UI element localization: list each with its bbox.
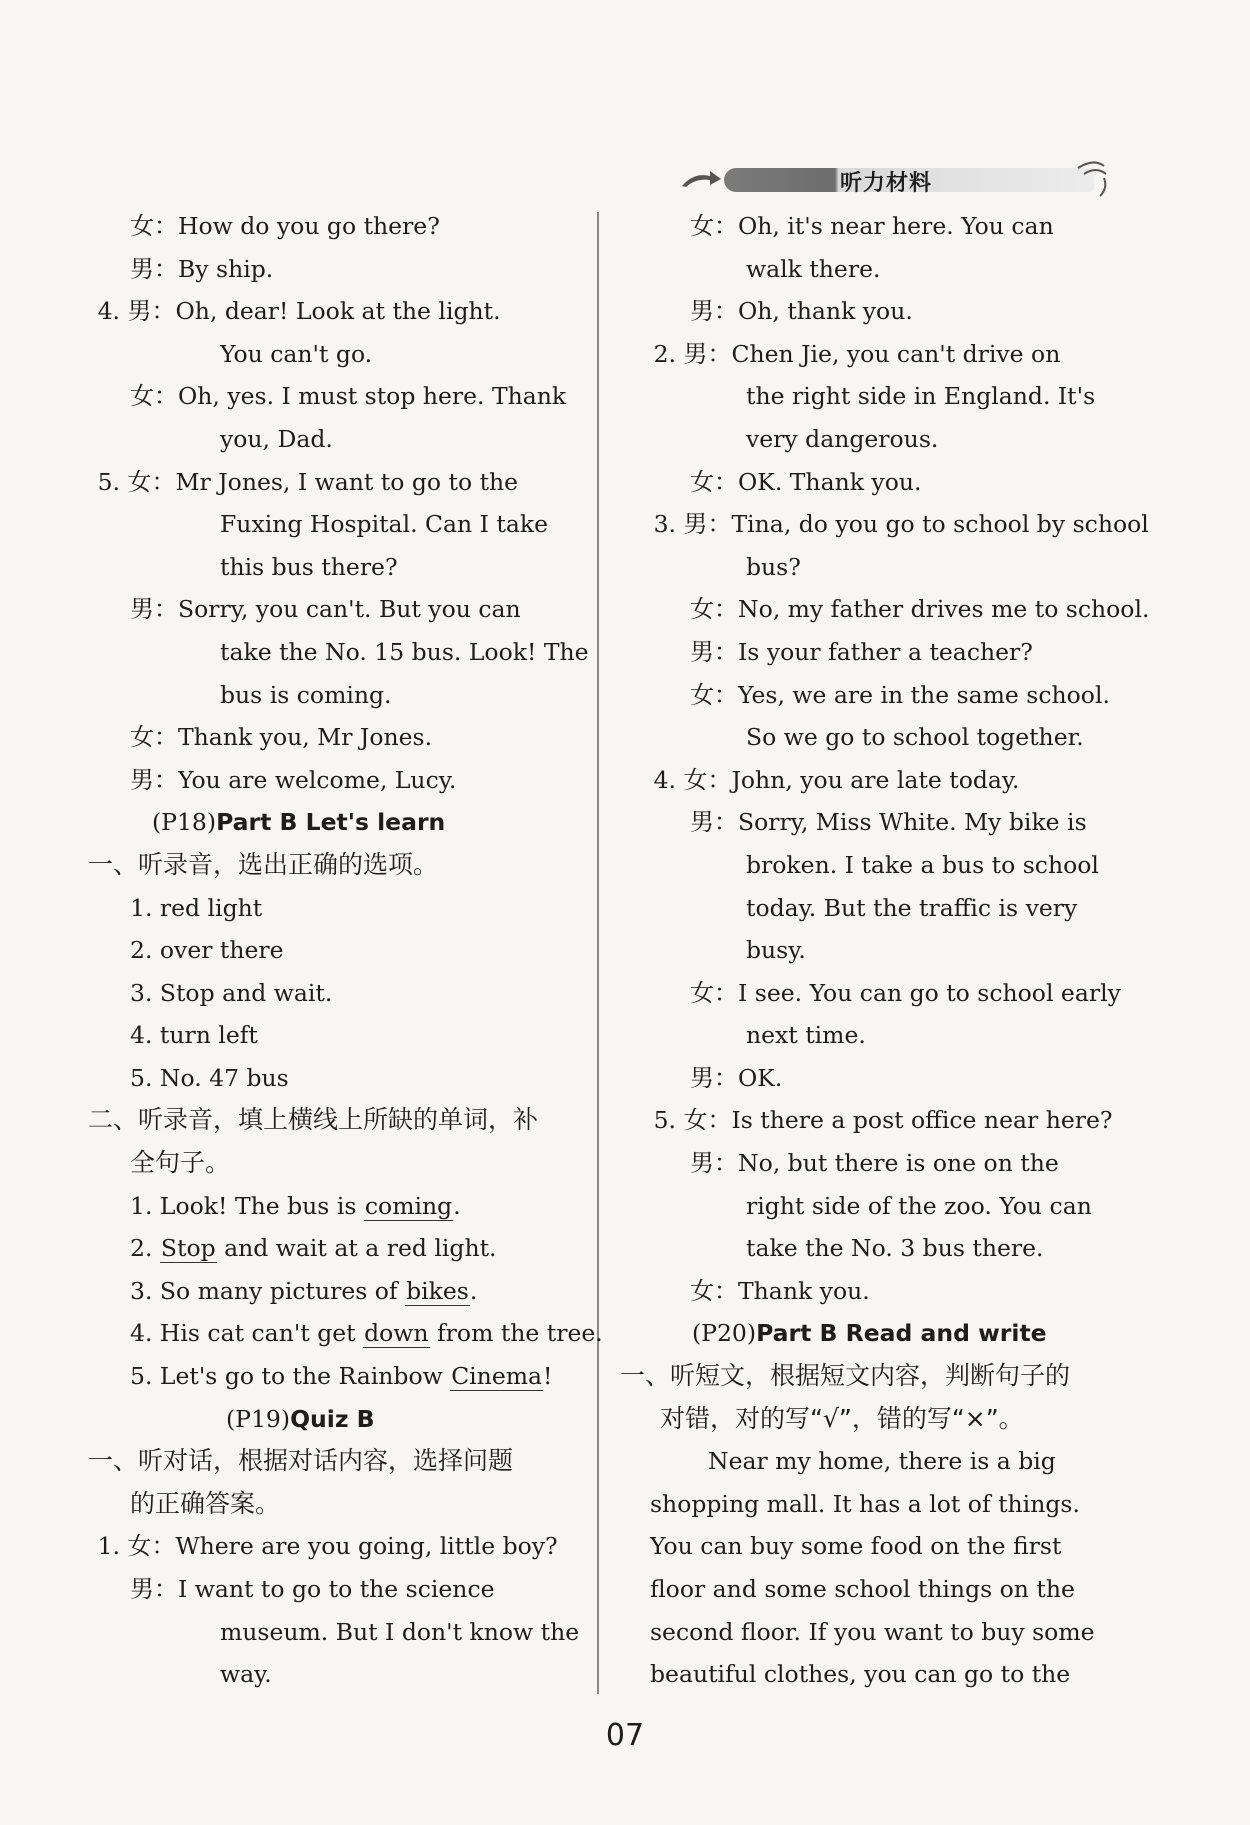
column-divider <box>597 212 599 1694</box>
right-column <box>620 205 1150 1696</box>
dialogue-line <box>90 716 585 759</box>
dialogue-text: museum. But I don't know the <box>220 1617 580 1646</box>
sentence-part: and wait at a red light. <box>216 1234 497 1263</box>
dialogue-text: I see. You can go to school early <box>738 978 1121 1007</box>
filled-word: bikes <box>406 1276 469 1305</box>
dialogue-text: OK. Thank you. <box>738 467 922 496</box>
dialogue-text: Yes, we are in the same school. <box>738 680 1110 709</box>
sentence-part: 3. So many pictures of <box>130 1276 406 1305</box>
dialogue-line <box>650 1142 1110 1185</box>
sentence-part: 2. <box>130 1234 160 1263</box>
section-p20-title-b: 对错，对的写“√”，错的写“×”。 <box>660 1403 1024 1433</box>
speaker-label: 女： <box>690 680 738 709</box>
dialogue-line <box>650 1185 1110 1228</box>
dialogue-line <box>90 588 585 631</box>
sentence-part: ! <box>543 1362 553 1391</box>
sentence-part: 1. Look! The bus is <box>130 1191 364 1220</box>
dialogue-line <box>90 375 585 418</box>
section-3-title-a: 一、听对话，根据对话内容，选择问题 <box>88 1446 514 1476</box>
dialogue-text: busy. <box>746 936 806 965</box>
item-number: 5. <box>653 1106 676 1135</box>
speaker-label: 男： <box>130 595 178 624</box>
p18-heading: (P18)Part B Let's learn <box>152 808 446 837</box>
dialogue-line <box>650 248 1110 291</box>
passage-line: second floor. If you want to buy some <box>650 1617 1095 1646</box>
dialogue-text: take the No. 15 bus. Look! The <box>220 637 589 666</box>
dialogue-text: the right side in England. It's <box>746 382 1096 411</box>
section-1-title: 一、听录音，选出正确的选项。 <box>88 849 439 879</box>
dialogue-line <box>650 801 1110 844</box>
passage-line: beautiful clothes, you can go to the <box>650 1660 1071 1689</box>
dialogue-text: No, but there is one on the <box>738 1149 1059 1178</box>
passage-line: shopping mall. It has a lot of things. <box>650 1489 1080 1518</box>
dialogue-line <box>650 546 1110 589</box>
dialogue-text: bus? <box>746 552 801 581</box>
dialogue-text: I want to go to the science <box>178 1575 495 1603</box>
dialogue-text: way. <box>220 1660 272 1689</box>
dialogue-text: Thank you. <box>738 1276 870 1305</box>
dialogue-line <box>650 972 1121 1015</box>
dialogue-text: Oh, dear! Look at the light. <box>175 297 501 326</box>
dialogue-line <box>650 503 1149 546</box>
dialogue-line <box>90 248 585 291</box>
speaker-label: 女： <box>130 382 178 411</box>
dialogue-line <box>90 1568 585 1611</box>
option-item: 5. No. 47 bus <box>130 1063 289 1092</box>
option-item: 1. red light <box>130 893 263 922</box>
dialogue-line <box>90 503 585 546</box>
dialogue-text: very dangerous. <box>746 424 939 453</box>
dialogue-text: You are welcome, Lucy. <box>178 765 457 794</box>
speaker-label: 女： <box>127 1532 176 1561</box>
sentence-part: . <box>453 1191 461 1220</box>
dialogue-line <box>90 418 585 461</box>
dialogue-text: take the No. 3 bus there. <box>746 1234 1044 1263</box>
dialogue-line <box>90 333 585 376</box>
dialogue-text: Oh, it's near here. You can <box>738 212 1054 240</box>
dialogue-text: this bus there? <box>220 552 398 581</box>
page-curl-icon <box>1074 158 1110 198</box>
passage-line: Near my home, there is a big <box>708 1447 1056 1476</box>
curved-arrow-icon <box>680 170 722 188</box>
dialogue-line <box>90 1653 585 1696</box>
dialogue-line <box>90 631 589 674</box>
speaker-label: 女： <box>130 723 178 752</box>
dialogue-line <box>650 631 1110 674</box>
dialogue-text: You can't go. <box>220 339 373 368</box>
dialogue-line <box>650 588 1150 631</box>
dialogue-text: Tina, do you go to school by school <box>731 510 1149 539</box>
dialogue-line <box>90 759 585 802</box>
dialogue-line <box>650 674 1110 717</box>
dialogue-text: Mr Jones, I want to go to the <box>175 467 519 496</box>
dialogue-text: OK. <box>738 1063 783 1092</box>
section-p20-title-a: 一、听短文，根据短文内容，判断句子的 <box>620 1361 1071 1391</box>
dialogue-line <box>650 290 1110 333</box>
fill-sentence <box>90 1227 585 1270</box>
item-number: 1. <box>97 1532 120 1561</box>
dialogue-text: Sorry, Miss White. My bike is <box>738 808 1087 837</box>
section-3-title-b: 的正确答案。 <box>130 1488 281 1518</box>
speaker-label: 男： <box>130 254 178 283</box>
dialogue-text: By ship. <box>178 254 274 283</box>
speaker-label: 男： <box>690 1149 738 1178</box>
dialogue-text: John, you are late today. <box>731 765 1020 794</box>
speaker-label: 男： <box>690 637 738 666</box>
dialogue-line <box>650 929 1110 972</box>
dialogue-line <box>650 1057 1110 1100</box>
dialogue-line <box>650 1270 1110 1313</box>
dialogue-text: broken. I take a bus to school <box>746 850 1099 879</box>
dialogue-text: No, my father drives me to school. <box>738 595 1150 624</box>
option-item: 3. Stop and wait. <box>130 978 333 1007</box>
dialogue-line <box>90 205 585 248</box>
item-number: 4. <box>97 297 120 326</box>
dialogue-text: walk there. <box>746 254 881 283</box>
fill-sentence <box>90 1270 585 1313</box>
speaker-label: 女： <box>683 1106 732 1135</box>
sentence-part: . <box>469 1276 478 1305</box>
speaker-label: 男： <box>130 765 178 794</box>
dialogue-line <box>650 1227 1110 1270</box>
speaker-label: 女： <box>690 467 738 496</box>
dialogue-text: Thank you, Mr Jones. <box>178 723 433 752</box>
speaker-label: 女： <box>690 595 738 624</box>
dialogue-line <box>650 887 1110 930</box>
dialogue-text: Sorry, you can't. But you can <box>178 595 521 624</box>
speaker-label: 男： <box>683 339 732 368</box>
speaker-label: 女： <box>127 467 176 496</box>
dialogue-line <box>90 674 585 717</box>
dialogue-text: next time. <box>746 1021 866 1050</box>
speaker-label: 女： <box>690 978 738 1007</box>
section-header <box>680 158 1110 200</box>
item-number: 3. <box>653 510 676 539</box>
sentence-part: 5. Let's go to the Rainbow <box>130 1362 451 1391</box>
dialogue-line <box>650 844 1110 887</box>
dialogue-line <box>650 759 1110 802</box>
p19-heading: (P19)Quiz B <box>226 1404 375 1433</box>
fill-sentence <box>90 1355 585 1398</box>
fill-sentence <box>90 1185 585 1228</box>
passage-line: floor and some school things on the <box>650 1575 1075 1603</box>
dialogue-text: Fuxing Hospital. Can I take <box>220 510 548 539</box>
item-number: 2. <box>653 339 676 368</box>
p20-heading: (P20)Part B Read and write <box>692 1319 1047 1348</box>
dialogue-text: right side of the zoo. You can <box>746 1191 1092 1220</box>
header-title: 听力材料 <box>840 171 933 196</box>
dialogue-line <box>650 333 1110 376</box>
dialogue-line <box>90 1611 585 1654</box>
passage-line: You can buy some food on the first <box>650 1532 1062 1561</box>
speaker-label: 男： <box>690 1063 738 1092</box>
dialogue-text: today. But the traffic is very <box>746 893 1078 922</box>
left-column <box>88 205 603 1696</box>
dialogue-text: Oh, yes. I must stop here. Thank <box>178 382 567 411</box>
option-item: 4. turn left <box>130 1021 258 1050</box>
fill-sentence <box>90 1312 603 1355</box>
item-number: 5. <box>97 467 120 496</box>
speaker-label: 男： <box>130 1575 178 1603</box>
dialogue-text: bus is coming. <box>220 680 392 709</box>
dialogue-text: How do you go there? <box>178 212 440 240</box>
speaker-label: 女： <box>683 765 732 794</box>
filled-word: coming <box>364 1191 453 1220</box>
sentence-part: from the tree. <box>429 1319 603 1348</box>
section-2-title-a: 二、听录音，填上横线上所缺的单词，补 <box>88 1105 539 1135</box>
dialogue-line <box>650 418 1110 461</box>
dialogue-line <box>650 1099 1113 1142</box>
speaker-label: 男： <box>683 510 732 539</box>
page-number: 07 <box>605 1718 645 1753</box>
filled-word: down <box>364 1319 429 1348</box>
speaker-label: 男： <box>127 297 176 326</box>
speaker-label: 女： <box>690 212 738 240</box>
filled-word: Cinema <box>451 1362 543 1391</box>
sentence-part: 4. His cat can't get <box>130 1319 364 1348</box>
dialogue-text: Where are you going, little boy? <box>175 1532 558 1561</box>
dialogue-line <box>650 205 1110 248</box>
dialogue-text: Chen Jie, you can't drive on <box>731 339 1061 368</box>
dialogue-text: Oh, thank you. <box>738 297 913 326</box>
filled-word: Stop <box>160 1234 216 1263</box>
speaker-label: 男： <box>690 808 738 837</box>
dialogue-text: Is your father a teacher? <box>738 637 1033 666</box>
dialogue-line <box>650 1014 1110 1057</box>
dialogue-line <box>650 461 1110 504</box>
dialogue-text: Is there a post office near here? <box>731 1106 1113 1135</box>
section-2-title-b: 全句子。 <box>130 1148 231 1178</box>
speaker-label: 男： <box>690 297 738 326</box>
option-item: 2. over there <box>130 936 284 965</box>
dialogue-line <box>90 546 585 589</box>
dialogue-text: So we go to school together. <box>746 723 1084 752</box>
item-number: 4. <box>653 765 676 794</box>
dialogue-line <box>650 375 1110 418</box>
dialogue-line <box>90 461 585 504</box>
speaker-label: 女： <box>130 212 178 240</box>
dialogue-line <box>90 1525 585 1568</box>
dialogue-line <box>90 290 585 333</box>
dialogue-line <box>650 716 1110 759</box>
dialogue-text: you, Dad. <box>220 424 333 453</box>
speaker-label: 女： <box>690 1276 738 1305</box>
